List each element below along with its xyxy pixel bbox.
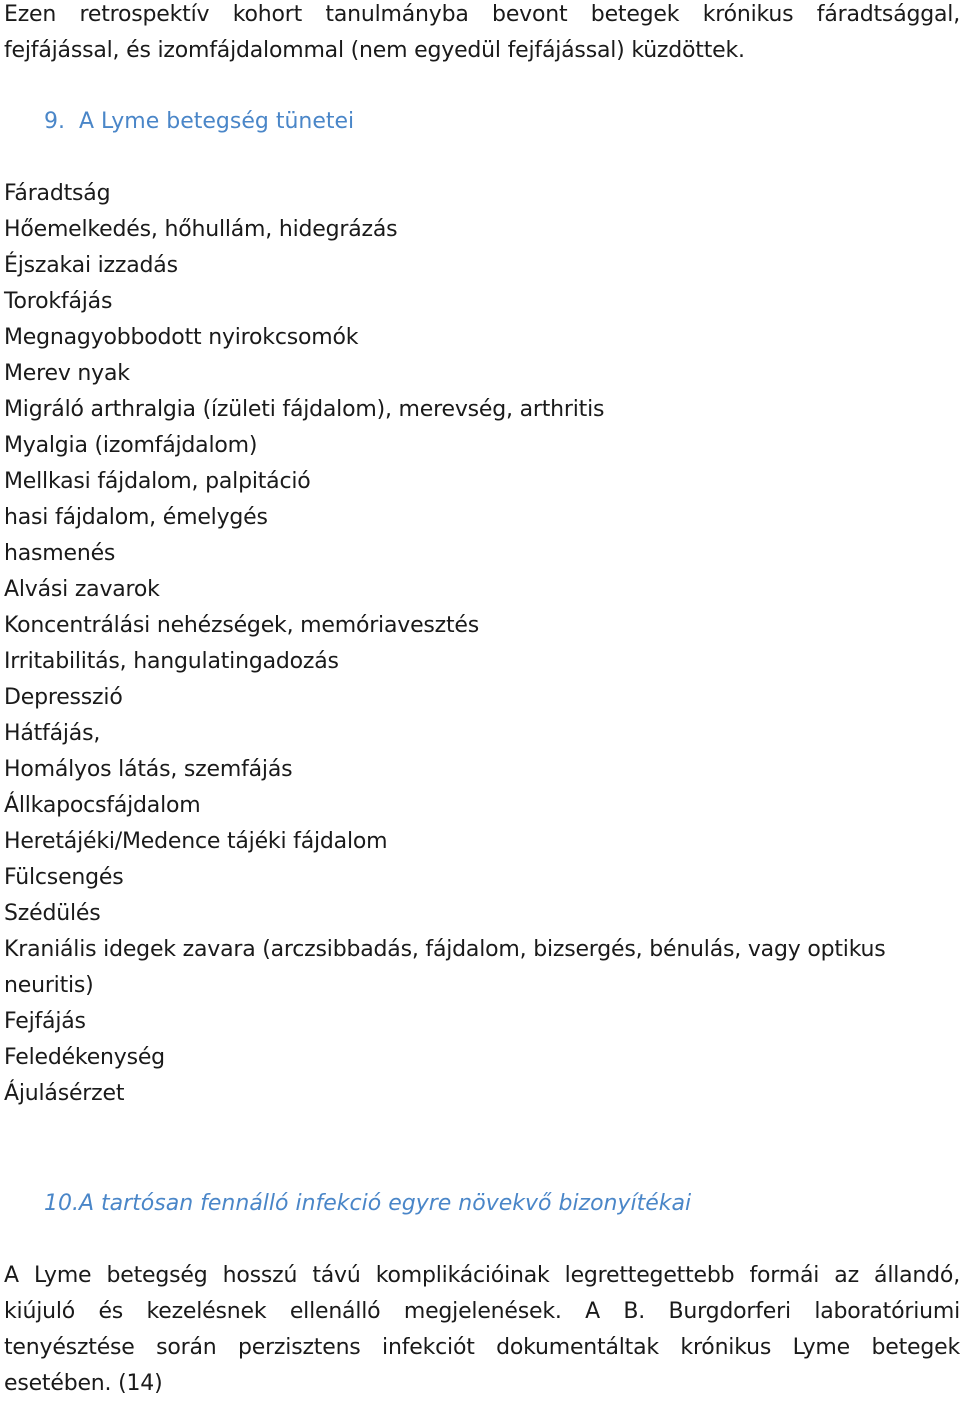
section-9-heading [44,104,354,140]
list-item: Depresszió [4,685,123,710]
list-item: Ájulásérzet [4,1081,125,1106]
list-item: Irritabilitás, hangulatingadozás [4,649,339,674]
section-9-title: A Lyme betegség tünetei [79,109,355,134]
list-item: hasmenés [4,541,116,566]
list-item: Hőemelkedés, hőhullám, hidegrázás [4,217,398,242]
list-item: Homályos látás, szemfájás [4,757,293,782]
list-item: Éjszakai izzadás [4,253,178,278]
list-item: Fülcsengés [4,865,124,890]
list-item: Mellkasi fájdalom, palpitáció [4,469,311,494]
list-item: Szédülés [4,901,101,926]
closing-paragraph: A Lyme betegség hosszú távú komplikációinak legrettegettebb formái az állandó, kiújuló és kezelésnek ellenálló megjelenések. A B. Burgdorferi laboratóriumi tenyésztése során perzisztens infekciót dokumentáltak krónikus Lyme betegek esetében. (14) [4,1263,960,1396]
list-item: Állkapocsfájdalom [4,793,201,818]
list-item: Koncentrálási nehézségek, memóriavesztés [4,613,480,638]
list-item: Kraniális idegek zavara (arczsibbadás, fájdalom, bizsergés, bénulás, vagy optikus neuritis) [4,937,886,998]
list-item: Fejfájás [4,1009,86,1034]
list-item: Hátfájás, [4,721,101,746]
list-item: Fáradtság [4,181,111,206]
list-item: Merev nyak [4,361,130,386]
list-item: Myalgia (izomfájdalom) [4,433,258,458]
list-item: Migráló arthralgia (ízületi fájdalom), merevség, arthritis [4,397,605,422]
section-10-heading: 10.A tartósan fennálló infekció egyre növekvő bizonyítékai [44,1191,692,1216]
list-item: Heretájéki/Medence tájéki fájdalom [4,829,388,854]
list-item: hasi fájdalom, émelygés [4,505,268,530]
list-item: Feledékenység [4,1045,165,1070]
list-item: Megnagyobbodott nyirokcsomók [4,325,359,350]
section-9-number: 9. [44,109,65,134]
list-item: Torokfájás [4,289,113,314]
list-item: Alvási zavarok [4,577,160,602]
symptom-list [4,176,960,1112]
intro-paragraph: Ezen retrospektív kohort tanulmányba bevont betegek krónikus fáradtsággal, fejfájással, és izomfájdalommal (nem egyedül fejfájással) küzdöttek. [4,2,960,63]
